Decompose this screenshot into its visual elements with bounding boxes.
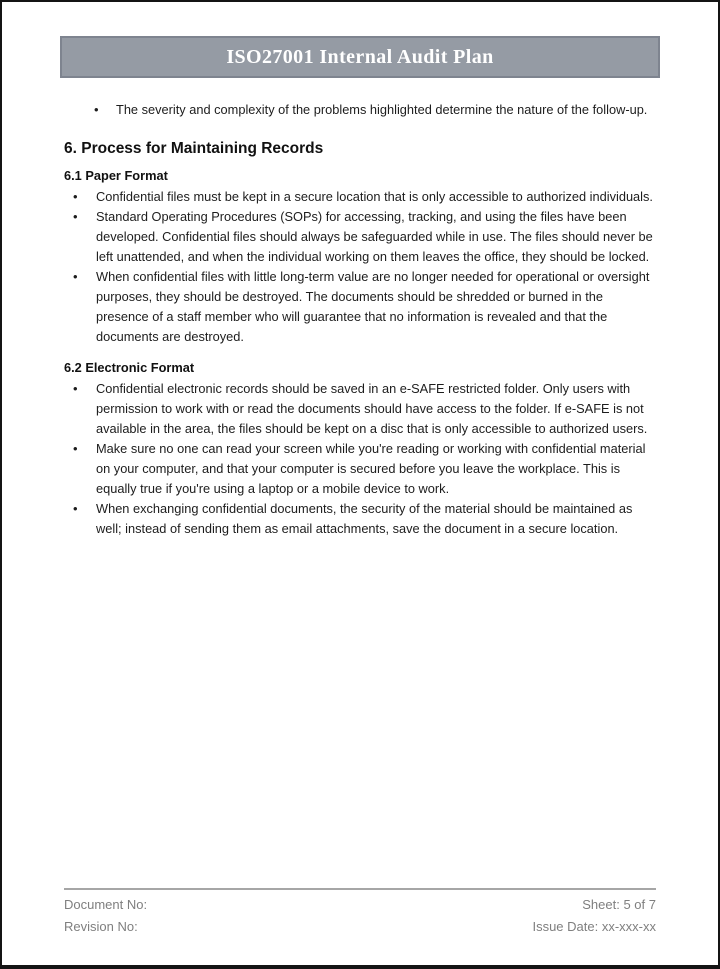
sheet-number: Sheet: 5 of 7 [582, 897, 656, 912]
electronic-format-bullet-list [64, 379, 656, 539]
page-footer [64, 888, 656, 937]
document-no-label: Document No: [64, 897, 148, 912]
section-heading: 6. Process for Maintaining Records [64, 140, 324, 157]
document-title: ISO27001 Internal Audit Plan [226, 45, 494, 68]
paper-format-bullet-list [64, 187, 656, 347]
bullet-item: • Make sure no one can read your screen while you're reading or working with confidential material on your computer, and that your computer is secured before you leave the workplace. This is equally true if you're using a laptop or a mobile device to work. [64, 439, 656, 499]
subsection-heading-paper-format: 6.1 Paper Format [64, 168, 168, 183]
footer-divider [64, 888, 656, 890]
bullet-item: • Standard Operating Procedures (SOPs) for accessing, tracking, and using the files have been developed. Confidential files should always be safeguarded while in use. The files should never be left unattended, and when the individual working on them leaves the office, they should be locked. [64, 207, 656, 267]
bullet-item: • When exchanging confidential documents, the security of the material should be maintained as well; instead of sending them as email attachments, save the document in a secure location. [64, 499, 656, 539]
bullet-item: • Confidential electronic records should be saved in an e-SAFE restricted folder. Only users with permission to work with or read the documents should have access to the folder. If e-SAFE is not available in the area, the files should be kept on a disc that is only accessible to authorized users. [64, 379, 656, 439]
intro-bullet-item: • The severity and complexity of the problems highlighted determine the nature of the follow-up. [64, 100, 656, 120]
footer-row-1 [64, 894, 656, 916]
footer-row-2 [64, 916, 656, 938]
intro-bullet-list [64, 100, 656, 120]
title-banner [60, 36, 660, 78]
subsection-heading-electronic-format: 6.2 Electronic Format [64, 360, 195, 375]
bullet-item: • Confidential files must be kept in a secure location that is only accessible to authorized individuals. [64, 187, 656, 207]
issue-date: Issue Date: xx-xxx-xx [532, 918, 656, 934]
bullet-item: • When confidential files with little long-term value are no longer needed for operational or oversight purposes, they should be destroyed. The documents should be shredded or burned in the presence of a staff member who will guarantee that no information is revealed and that the documents are destroyed. [64, 267, 656, 347]
revision-no-label: Revision No: [64, 918, 138, 934]
document-body [64, 100, 656, 539]
